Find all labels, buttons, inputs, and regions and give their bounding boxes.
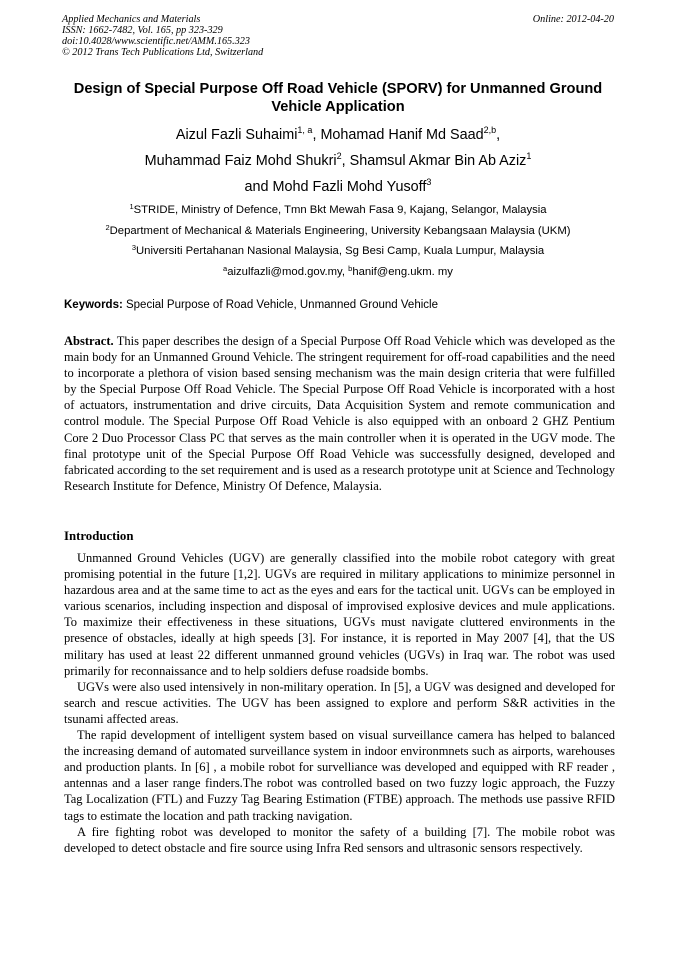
copyright-line: © 2012 Trans Tech Publications Ltd, Switzerland [62,47,264,58]
email-b: hanif@eng.ukm. my [352,265,453,278]
abstract-text: This paper describes the design of a Special Purpose Off Road Vehicle which was developed as the main body for an Unmanned Ground Vehicle. The stringent requirement for off-road capabilities and the need to incorporate a plethora of vision based sensing mechanism was the main design criteria that were fulfilled by the Special Purpose Off Road Vehicle. The Special Purpose Off Road Vehicle is incorporated with a host of actuators, instrumentation and drive circuits, Data Acquisition System and remote communication and control module. The Special Purpose Off Road Vehicle is also equipped with an onboard 2 GHZ Pentium Core 2 Duo Processor Class PC that serves as the main controller when it is operated in the UGV mode. The final prototype unit of the Special Purpose Off Road Vehicle was successfully designed, developed and fabricated according to the set requirement and is used as a research prototype unit at Science and Technology Research Institute for Defence, Ministry Of Defence, Malaysia. [64,334,615,493]
journal-header [62,14,263,58]
issn-line: ISSN: 1662-7482, Vol. 165, pp 323-329 [62,25,223,36]
author-name: Mohamad Hanif Md Saad [320,127,484,143]
author-name: Muhammad Faiz Mohd Shukri [144,153,337,169]
paragraph: The rapid development of intelligent system based on visual surveillance camera has helped to balanced the increasing demand of automated surveillance system in indoor environmnets such as airports, warehouses and production plants. In [6] , a mobile robot for survelliance was developed and equipped with RF reader , antennas and a laser range finders.The robot was controlled based on two fuzzy logic approach, the Fuzzy Tag Localization (FTL) and Fuzzy Tag Bearing Estimation (FTBE) approach. The methods use passive RFID tags to estimate the location and path tracking navigation. [64,728,615,823]
paragraph: A fire fighting robot was developed to monitor the safety of a building [7]. The mobile robot was developed to detect obstacle and fire source using Infra Red sensors and ultrasonic sensors respectively. [64,824,615,855]
author-sup: 3 [426,177,432,187]
keywords [64,298,616,312]
author-line-2: Muhammad Faiz Mohd Shukri$^2$, Shamsul Akmar Bin Ab Aziz$^1$ [144,151,532,169]
author-name: and Mohd Fazli Mohd Yusoff [244,179,427,195]
author-name: Shamsul Akmar Bin Ab Aziz [349,153,527,169]
section-heading-introduction: Introduction [64,529,134,543]
keywords-label: Keywords: [64,299,123,311]
author-block [60,122,616,200]
affiliation-1: $^1$STRIDE, Ministry of Defence, Tmn Bkt Mewah Fasa 9, Kajang, Selangor, Malaysia [129,202,547,216]
author-sup: 2,b [483,125,497,135]
abstract [64,333,615,494]
journal-name: Applied Mechanics and Materials [62,14,201,25]
keywords-text: Special Purpose of Road Vehicle, Unmanned Ground Vehicle [122,299,438,311]
author-sup: 2 [336,151,342,161]
online-date: Online: 2012-04-20 [532,14,614,25]
email-a: aizulfazli@mod.gov.my, [227,265,349,278]
doi-line: doi:10.4028/www.scientific.net/AMM.165.323 [62,36,250,47]
paragraph: Unmanned Ground Vehicles (UGV) are generally classified into the mobile robot category with great promising potential in the future [1,2]. UGVs are required in military applications to minimize personnel in hazardous area and at the same time to act as the eyes and ears for the tactical unit. UGVs can be employed in various scenarios, including inspection and disposal of improvised explosive devices and mule applications. To maximize their effectiveness in these situations, UGVs must navigate cluttered environments in the presence of obstacles, ideally at high speeds [3]. For instance, it is reported in May 2007 [4], that the US military has used at least 22 different unmanned ground vehicles (UGVs) in Iraq war. The robot was used primarily for reconnaissance and to help soldiers defuse roadside bombs. [64,551,615,678]
affiliation-block [60,200,616,282]
author-line-3 [60,174,616,200]
affiliation-3: $^3$Universiti Pertahanan Nasional Malaysia, Sg Besi Camp, Kuala Lumpur, Malaysia [131,243,545,257]
author-sup: 1, a [297,125,313,135]
abstract-label: Abstract. [64,334,114,348]
author-line-1: Aizul Fazli Suhaimi$^{1, a}$, Mohamad Hanif Md Saad$^{2,b}$, [175,125,501,143]
paragraph: UGVs were also used intensively in non-military operation. In [5], a UGV was designed and developed for search and rescue activities. The UGV has been assigned to explore and perform S&R activities in the tsunami affected areas. [64,679,615,726]
author-name: Aizul Fazli Suhaimi [175,127,298,143]
author-sup: 1 [526,151,532,161]
paper-title: Design of Special Purpose Off Road Vehicle (SPORV) for Unmanned Ground Vehicle Application [73,81,603,115]
email-line: $^a$aizulfazli@mod.gov.my, $^b$hanif@eng.ukm. my [223,263,453,278]
affiliation-2: $^2$Department of Mechanical & Materials Engineering, University Kebangsaan Malaysia (UKM) [105,222,571,237]
introduction-body [64,550,615,856]
